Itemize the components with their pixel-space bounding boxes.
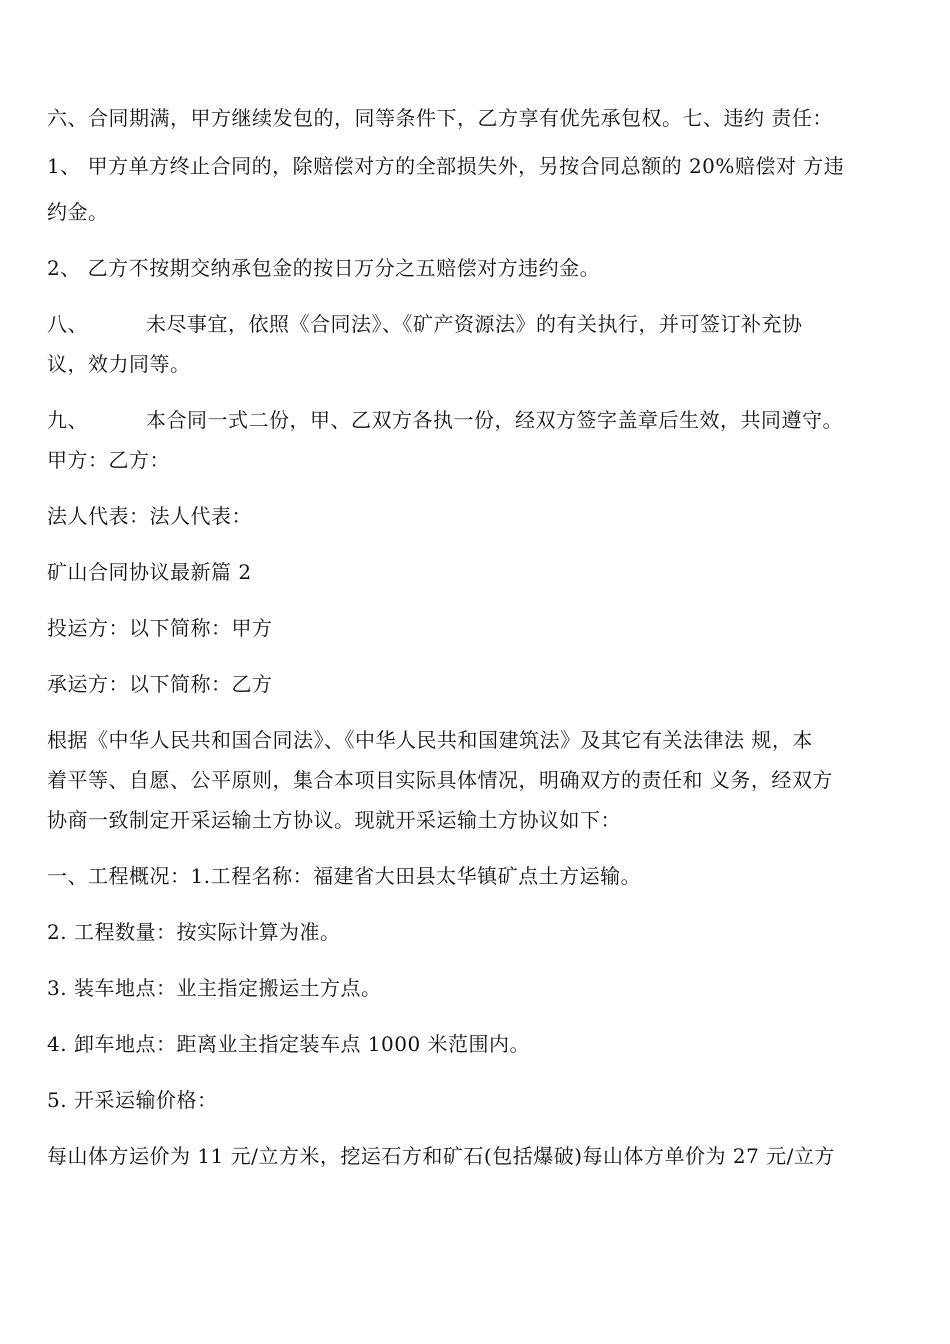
section-title: 矿山合同协议最新篇 2 [47,560,252,584]
clause-nine-number: 九、 [47,408,88,432]
preamble-line-3: 协商一致制定开采运输土方协议。现就开采运输土方协议如下： [47,808,621,832]
legal-representatives-line: 法人代表：法人代表： [47,504,252,528]
clause-eight-number: 八、 [47,312,88,336]
clause-nine-text: 本合同一式二份，甲、乙双方各执一份，经双方签字盖章后生效，共同遵守。 [146,408,843,432]
unloading-location-line: 4. 卸车地点：距离业主指定装车点 1000 米范围内。 [47,1032,531,1056]
party-b-line: 承运方：以下简称：乙方 [47,672,273,696]
price-detail-line: 每山体方运价为 11 元/立方米，挖运石方和矿石(包括爆破)每山体方单价为 27 元/立方 [47,1144,835,1168]
preamble-line-1: 根据《中华人民共和国合同法》、《中华人民共和国建筑法》及其它有关法律法 规，本 [47,728,813,752]
clause-eight-text: 未尽事宜，依照《合同法》、《矿产资源法》的有关执行，并可签订补充协 [146,312,803,336]
clause-eight-line-2: 议，效力同等。 [47,352,191,376]
clause-nine-line [47,406,913,434]
price-heading-line: 5. 开采运输价格： [47,1088,218,1112]
project-overview-line: 一、工程概况：1.工程名称：福建省大田县太华镇矿点土方运输。 [47,864,642,888]
breach-item-2-line: 2、 乙方不按期交纳承包金的按日万分之五赔偿对方违约金。 [47,256,601,280]
project-quantity-line: 2. 工程数量：按实际计算为准。 [47,920,341,944]
clause-eight-line-1 [47,310,913,338]
loading-location-line: 3. 装车地点：业主指定搬运土方点。 [47,976,382,1000]
signature-parties-line: 甲方：乙方： [47,448,170,472]
breach-item-1-line-2: 约金。 [47,200,109,224]
party-a-line: 投运方：以下简称：甲方 [47,616,273,640]
breach-item-1-line-1: 1、 甲方单方终止合同的，除赔偿对方的全部损失外，另按合同总额的 20%赔偿对 方违 [47,154,845,178]
clause-six-line: 六、合同期满，甲方继续发包的，同等条件下，乙方享有优先承包权。七、违约 责任： [47,106,833,130]
preamble-line-2: 着平等、自愿、公平原则，集合本项目实际具体情况，明确双方的责任和 义务，经双方 [47,768,833,792]
